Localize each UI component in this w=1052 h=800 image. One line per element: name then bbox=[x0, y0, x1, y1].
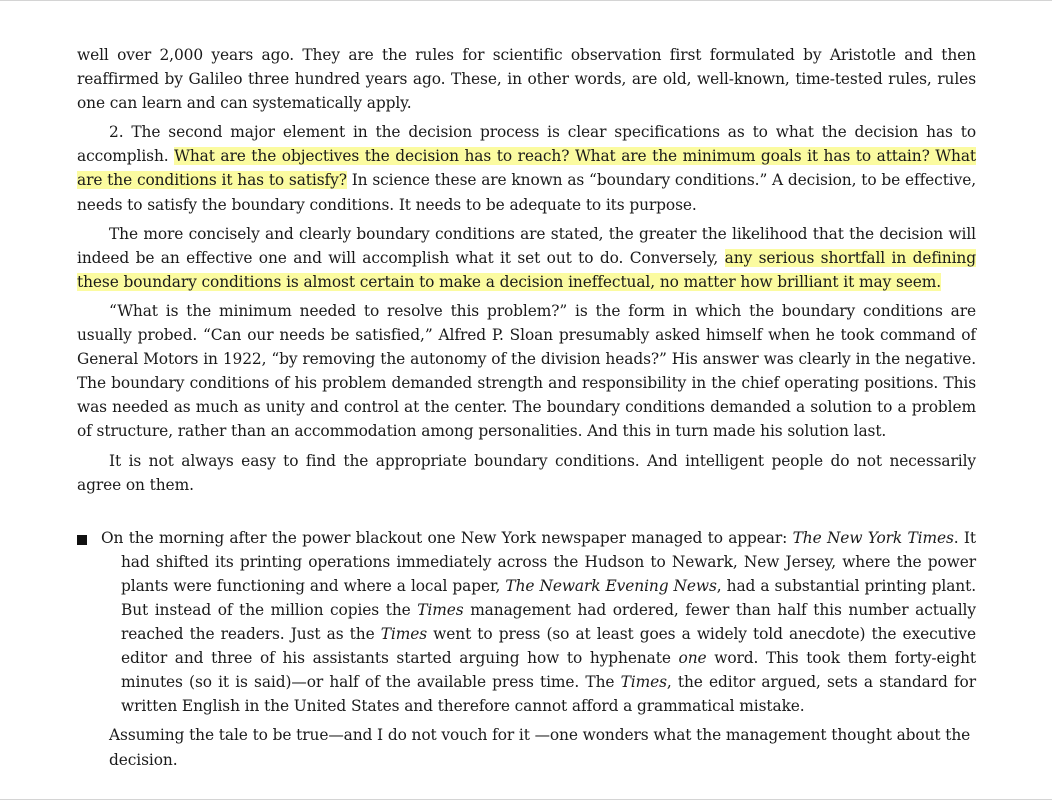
example-italic: The Newark Evening News bbox=[505, 576, 717, 595]
example-text: On the morning after the power blackout one New York newspaper managed to appear: bbox=[101, 528, 793, 547]
paragraph-2-end: In science these are known as “boundary conditions.” A decision, to be effective, needs to satisfy the boundary conditions. It needs to be adequate to its purpose. bbox=[77, 171, 976, 214]
example-text: went to press (so at least goes a widely told anecdote) the executive editor and three of his assistants started arguing how to hyphenate bbox=[121, 625, 976, 668]
example-italic: Times bbox=[380, 625, 428, 644]
closing-paragraph: Assuming the tale to be true—and I do not vouch for it —one wonders what the management thought about the decision. bbox=[109, 726, 971, 769]
paragraph-4: “What is the minimum needed to resolve this problem?” is the form in which the boundary conditions are usually probed. “Can our needs be satisfied,” Alfred P. Sloan presumably asked himself when he took command of General Motors in 1922, “by removing the autonomy of the division heads?” His answer was clearly in the negative. The boundary conditions of his problem demanded strength and responsibility in the chief operating positions. This was needed as much as unity and control at the center. The boundary conditions demanded a solution to a problem of structure, rather than an accommodation among personalities. And this in turn made his solution last. bbox=[77, 301, 976, 441]
example-italic: Times bbox=[417, 600, 464, 619]
paragraph-2-start: 2. The second major element in the decision process is clear specifications as to what the decision has to accomplish. bbox=[77, 123, 976, 166]
example-italic: The New York Times bbox=[792, 528, 954, 547]
example-text: word. This took them forty-eight minutes (so it is said)—or half of the available press time. The bbox=[121, 649, 976, 692]
paragraph-3 bbox=[77, 222, 976, 294]
highlight-1[interactable]: What are the objectives the decision has to reach? What are the minimum goals it has to attain? What are the conditions it has to satisfy? bbox=[77, 147, 976, 190]
example-text: . It had shifted its printing operations immediately across the Hudson to Newark, New Jersey, where the power plants were functioning and where a local paper, bbox=[121, 528, 976, 595]
example-paragraph bbox=[101, 526, 976, 719]
example-block bbox=[77, 526, 976, 719]
square-bullet-icon bbox=[77, 535, 87, 545]
example-text: management had ordered, fewer than half this number actually reached the readers. Just as the bbox=[121, 600, 976, 644]
highlight-2[interactable]: any serious shortfall in defining these boundary conditions is almost certain to make a decision ineffectual, no matter how brilliant it may seem. bbox=[77, 248, 977, 291]
example-italic: one bbox=[678, 649, 707, 668]
paragraph-1: well over 2,000 years ago. They are the rules for scientific observation first formulated by Aristotle and then reaffirmed by Galileo three hundred years ago. These, in other words, are old, well-known, time-tested rules, rules one can learn and can systematically apply. bbox=[77, 46, 976, 113]
example-text: , had a substantial printing plant. But instead of the million copies the bbox=[121, 576, 976, 619]
page-content bbox=[77, 43, 976, 772]
paragraph-5: It is not always easy to find the appropriate boundary conditions. And intelligent people do not necessarily agree on them. bbox=[77, 451, 976, 494]
paragraph-3-start: The more concisely and clearly boundary conditions are stated, the greater the likelihood that the decision will indeed be an effective one and will accomplish what it set out to do. Conversely, bbox=[77, 224, 976, 267]
example-italic: Times bbox=[620, 673, 667, 692]
example-text: , the editor argued, sets a standard for written English in the United States and therefore cannot afford a grammatical mistake. bbox=[121, 673, 976, 716]
paragraph-2 bbox=[77, 120, 976, 216]
